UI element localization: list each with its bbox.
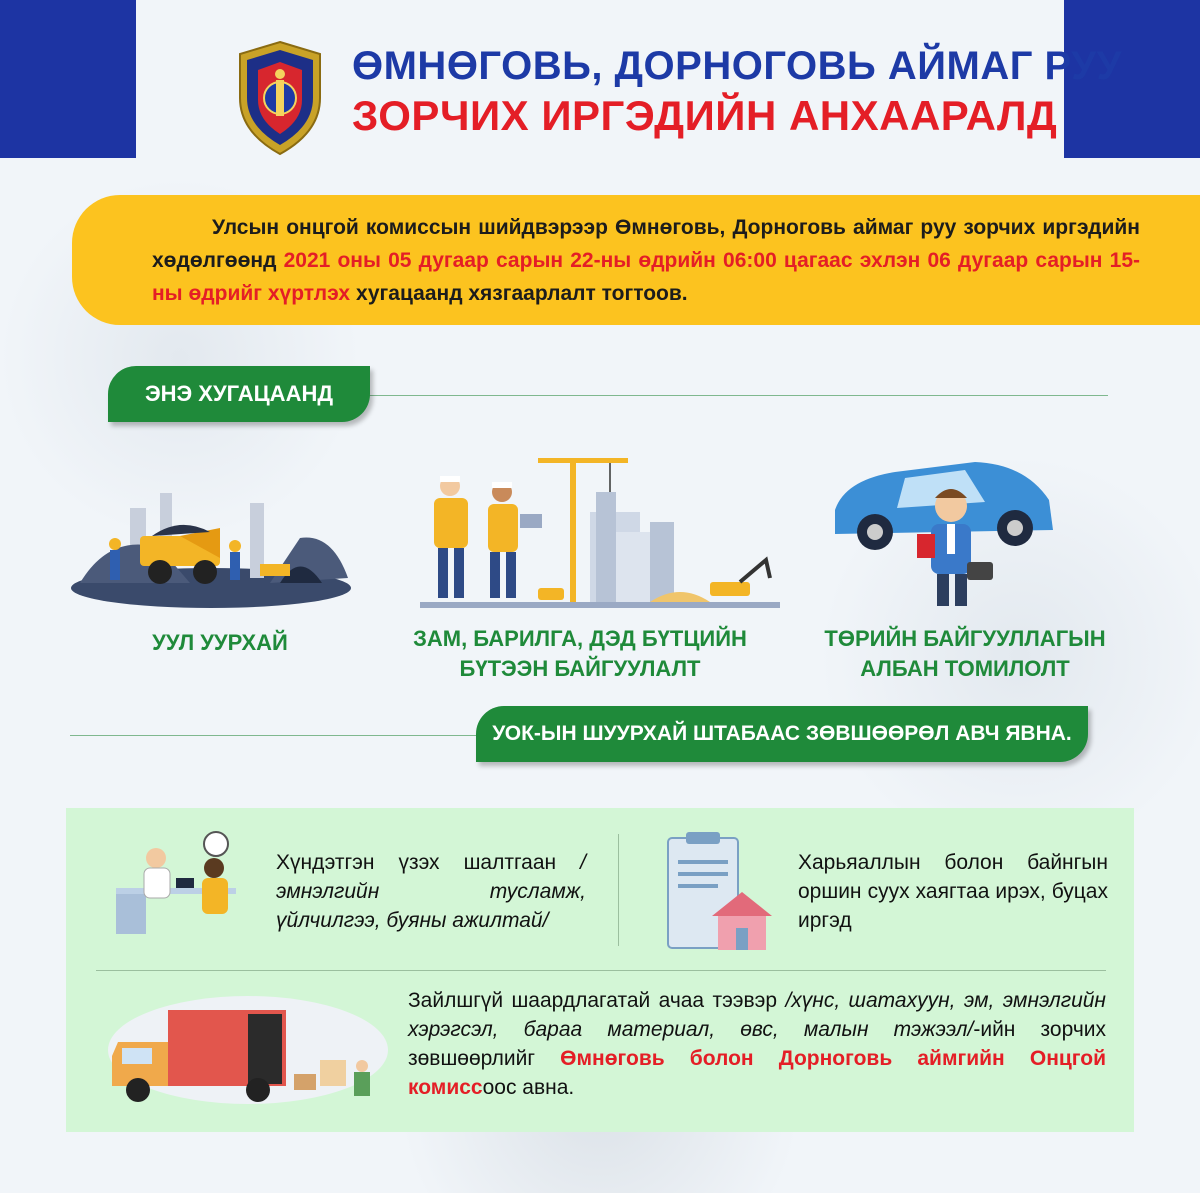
exception-medical [276,848,586,935]
mining-icon [70,488,352,608]
category-business-trip [800,624,1130,684]
exception-residence-text: Харьяаллын болон байнгын оршин суух хаягтаа ирэх, буцах иргэд [798,851,1108,932]
divider-line [330,395,1108,396]
exception-cargo-text1: Зайлшгүй шаардлагатай ачаа тээвэр [408,989,786,1012]
emergency-commission-logo [236,40,324,156]
panel-divider-horizontal [96,970,1106,971]
announcement-banner [72,195,1200,325]
exception-cargo-text3: оос авна. [482,1076,575,1099]
announcement-text: Улсын онцгой комиссын шийдвэрээр Өмнөговь, Дорноговь аймаг руу зорчих иргэдийн хөдөлгөөнд [152,216,1140,272]
exception-cargo-items: /хүнс, шатахуун, эм, эмнэлгийн хэрэгсэл, бараа материал, өвс, малын тэжээл/ [408,989,1106,1041]
category-business-trip-line2: АЛБАН ТОМИЛОЛТ [860,656,1070,681]
announcement-text-end: хугацаанд хязгаарлалт тогтоов. [350,282,688,305]
category-business-trip-line1: ТӨРИЙН БАЙГУУЛЛАГЫН [824,626,1106,651]
category-mining-label: УУЛ УУРХАЙ [152,630,288,655]
page-title-line1: ӨМНӨГОВЬ, ДОРНОГОВЬ АЙМАГ РУУ [352,44,1122,88]
exception-cargo-authority: Өмнөговь болон Дорноговь аймгийн Онцгой комисс [408,1047,1106,1099]
home-address-icon [662,832,774,958]
page-title-line2: ЗОРЧИХ ИРГЭДИЙН АНХААРАЛД [352,92,1058,139]
category-construction-line1: ЗАМ, БАРИЛГА, ДЭД БҮТЦИЙН [413,626,747,651]
doctor-consultation-icon [96,828,246,938]
business-trip-icon [825,450,1060,610]
category-construction [380,624,780,684]
category-construction-line2: БҮТЭЭН БАЙГУУЛАЛТ [459,656,701,681]
exception-residence [798,848,1108,935]
section-pill-permission: УОК-ЫН ШУУРХАЙ ШТАБААС ЗӨВШӨӨРӨЛ АВЧ ЯВНА. [476,706,1088,762]
announcement-dates: 2021 оны 05 дугаар сарын 22-ны өдрийн 06:00 цагаас эхлэн 06 дугаар сарын 15-ны өдрийг хүртлэх [152,249,1140,305]
exception-medical-detail: /эмнэлгийн тусламж, үйлчилгээ, буяны ажилтай/ [276,851,586,932]
divider-line [70,735,490,736]
exception-cargo-text2: -ийн зорчих зөвшөөрлийг [408,1018,1106,1070]
section-pill-period: ЭНЭ ХУГАЦААНД [108,366,370,422]
exception-cargo [408,986,1106,1102]
header-left-bar [0,0,136,158]
category-mining [100,628,340,658]
construction-icon [420,452,780,612]
exception-medical-text: Хүндэтгэн үзэх шалтгаан [276,851,557,874]
panel-divider-vertical [618,834,619,946]
cargo-truck-icon [98,990,388,1110]
